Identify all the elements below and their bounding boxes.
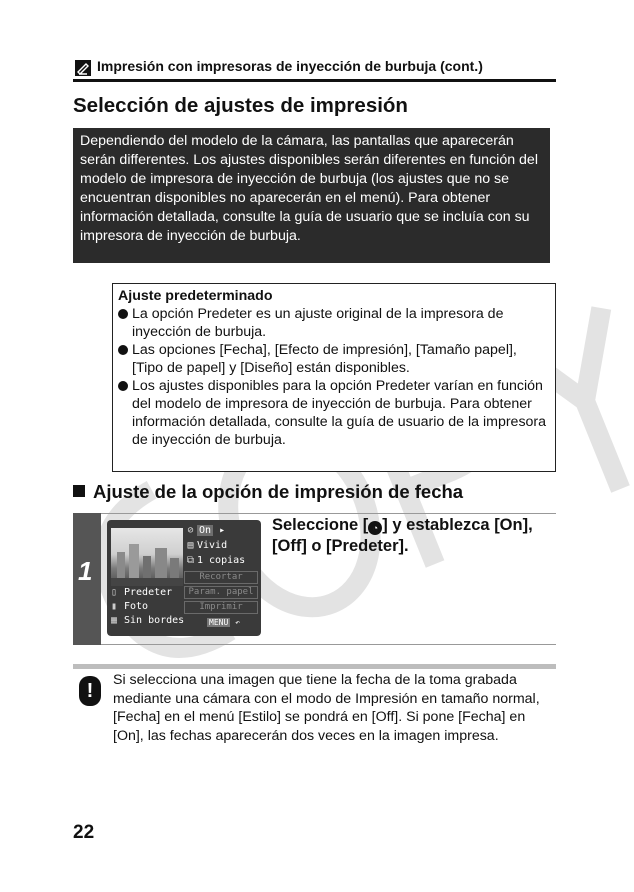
note-item: Las opciones [Fecha], [Efecto de impresión], [Tamaño papel], [Tipo de papel] y [Diseño] están disponibles. [118, 341, 550, 377]
return-icon: ↶ [235, 618, 240, 627]
note-item: La opción Predeter es un ajuste original de la impresora de inyección de burbuja. [118, 305, 550, 341]
layout-icon: ▦ [111, 615, 118, 626]
header-rule [73, 79, 556, 82]
default-setting-note [112, 283, 556, 472]
page-title: Selección de ajustes de impresión [73, 94, 408, 117]
lcd-row-copies: ⧉ 1 copias [184, 554, 258, 568]
paper-type-icon: ▮ [111, 601, 118, 612]
note-item: Los ajustes disponibles para la opción Predeter varían en función del modelo de impresora de inyección de burbuja. Para obtener información detallada, consulte la guía de usuario de la impresora de inyección de burbuja. [118, 377, 550, 449]
page-number: 22 [73, 822, 95, 843]
step-number: 1 [78, 556, 93, 586]
lcd-photo-thumbnail [111, 528, 183, 586]
printer-note-icon [75, 60, 91, 76]
bullet-icon [118, 345, 128, 355]
paper-size-icon: ▯ [111, 587, 118, 598]
arrow-right-icon: ▸ [219, 525, 226, 536]
intro-text-box: Dependiendo del modelo de la cámara, las pantallas que aparecerán serán differentes. Los ajustes disponibles serán diferentes en función del modelo de impresora de inyección de burbuja (los ajustes que no se encuentran disponibles no aparecerán en el menú). Para obtener información detallada, consulte la guía de usuario que se incluía con su impresora de inyección de burbuja. [73, 128, 550, 263]
step-instruction: Seleccione [ ◔ ] y establezca [On], [Off] o [Predeter]. [272, 516, 533, 555]
caution-text: Si selecciona una imagen que tiene la fecha de la toma grabada mediante una cámara con el modo de Impresión en tamaño normal, [Fecha] en el menú [Estilo] se pondrá en [Off]. Si pone [Fecha] en [On], las fechas aparecerán dos veces en la imagen impresa. [113, 672, 540, 744]
lcd-menu-button: MENU ↶ [209, 618, 240, 627]
step-top-rule [101, 513, 556, 514]
lcd-left-settings [111, 586, 184, 628]
lcd-row-effect: ▤ Vivid [184, 539, 258, 553]
copies-icon: ⧉ [186, 555, 195, 566]
lcd-setting-borderless: ▦ Sin bordes [111, 615, 185, 626]
effect-icon: ▤ [187, 540, 194, 551]
note-list [118, 305, 550, 449]
lcd-row-trim: Recortar [184, 571, 258, 584]
caution-bar [73, 664, 556, 669]
date-button-icon: ◔ [368, 521, 382, 535]
caution-icon: ! [79, 676, 101, 706]
lcd-row-print: Imprimir [184, 601, 258, 614]
bullet-icon [118, 381, 128, 391]
step-bottom-rule [101, 644, 556, 645]
date-icon: ⊘ [187, 525, 194, 536]
lcd-row-date: ⊘ On ▸ [184, 524, 258, 538]
lcd-setting-default: ▯ Predeter [111, 587, 173, 598]
lcd-row-paper: Param. papel [184, 586, 258, 599]
bullet-icon [118, 309, 128, 319]
square-bullet-icon [73, 485, 85, 497]
lcd-setting-photo: ▮ Foto [111, 601, 149, 612]
camera-lcd-screen [107, 520, 261, 636]
header-section-title: Impresión con impresoras de inyección de burbuja (cont.) [97, 58, 483, 74]
section-heading: Ajuste de la opción de impresión de fecha [73, 481, 463, 503]
note-title: Ajuste predeterminado [118, 288, 273, 304]
